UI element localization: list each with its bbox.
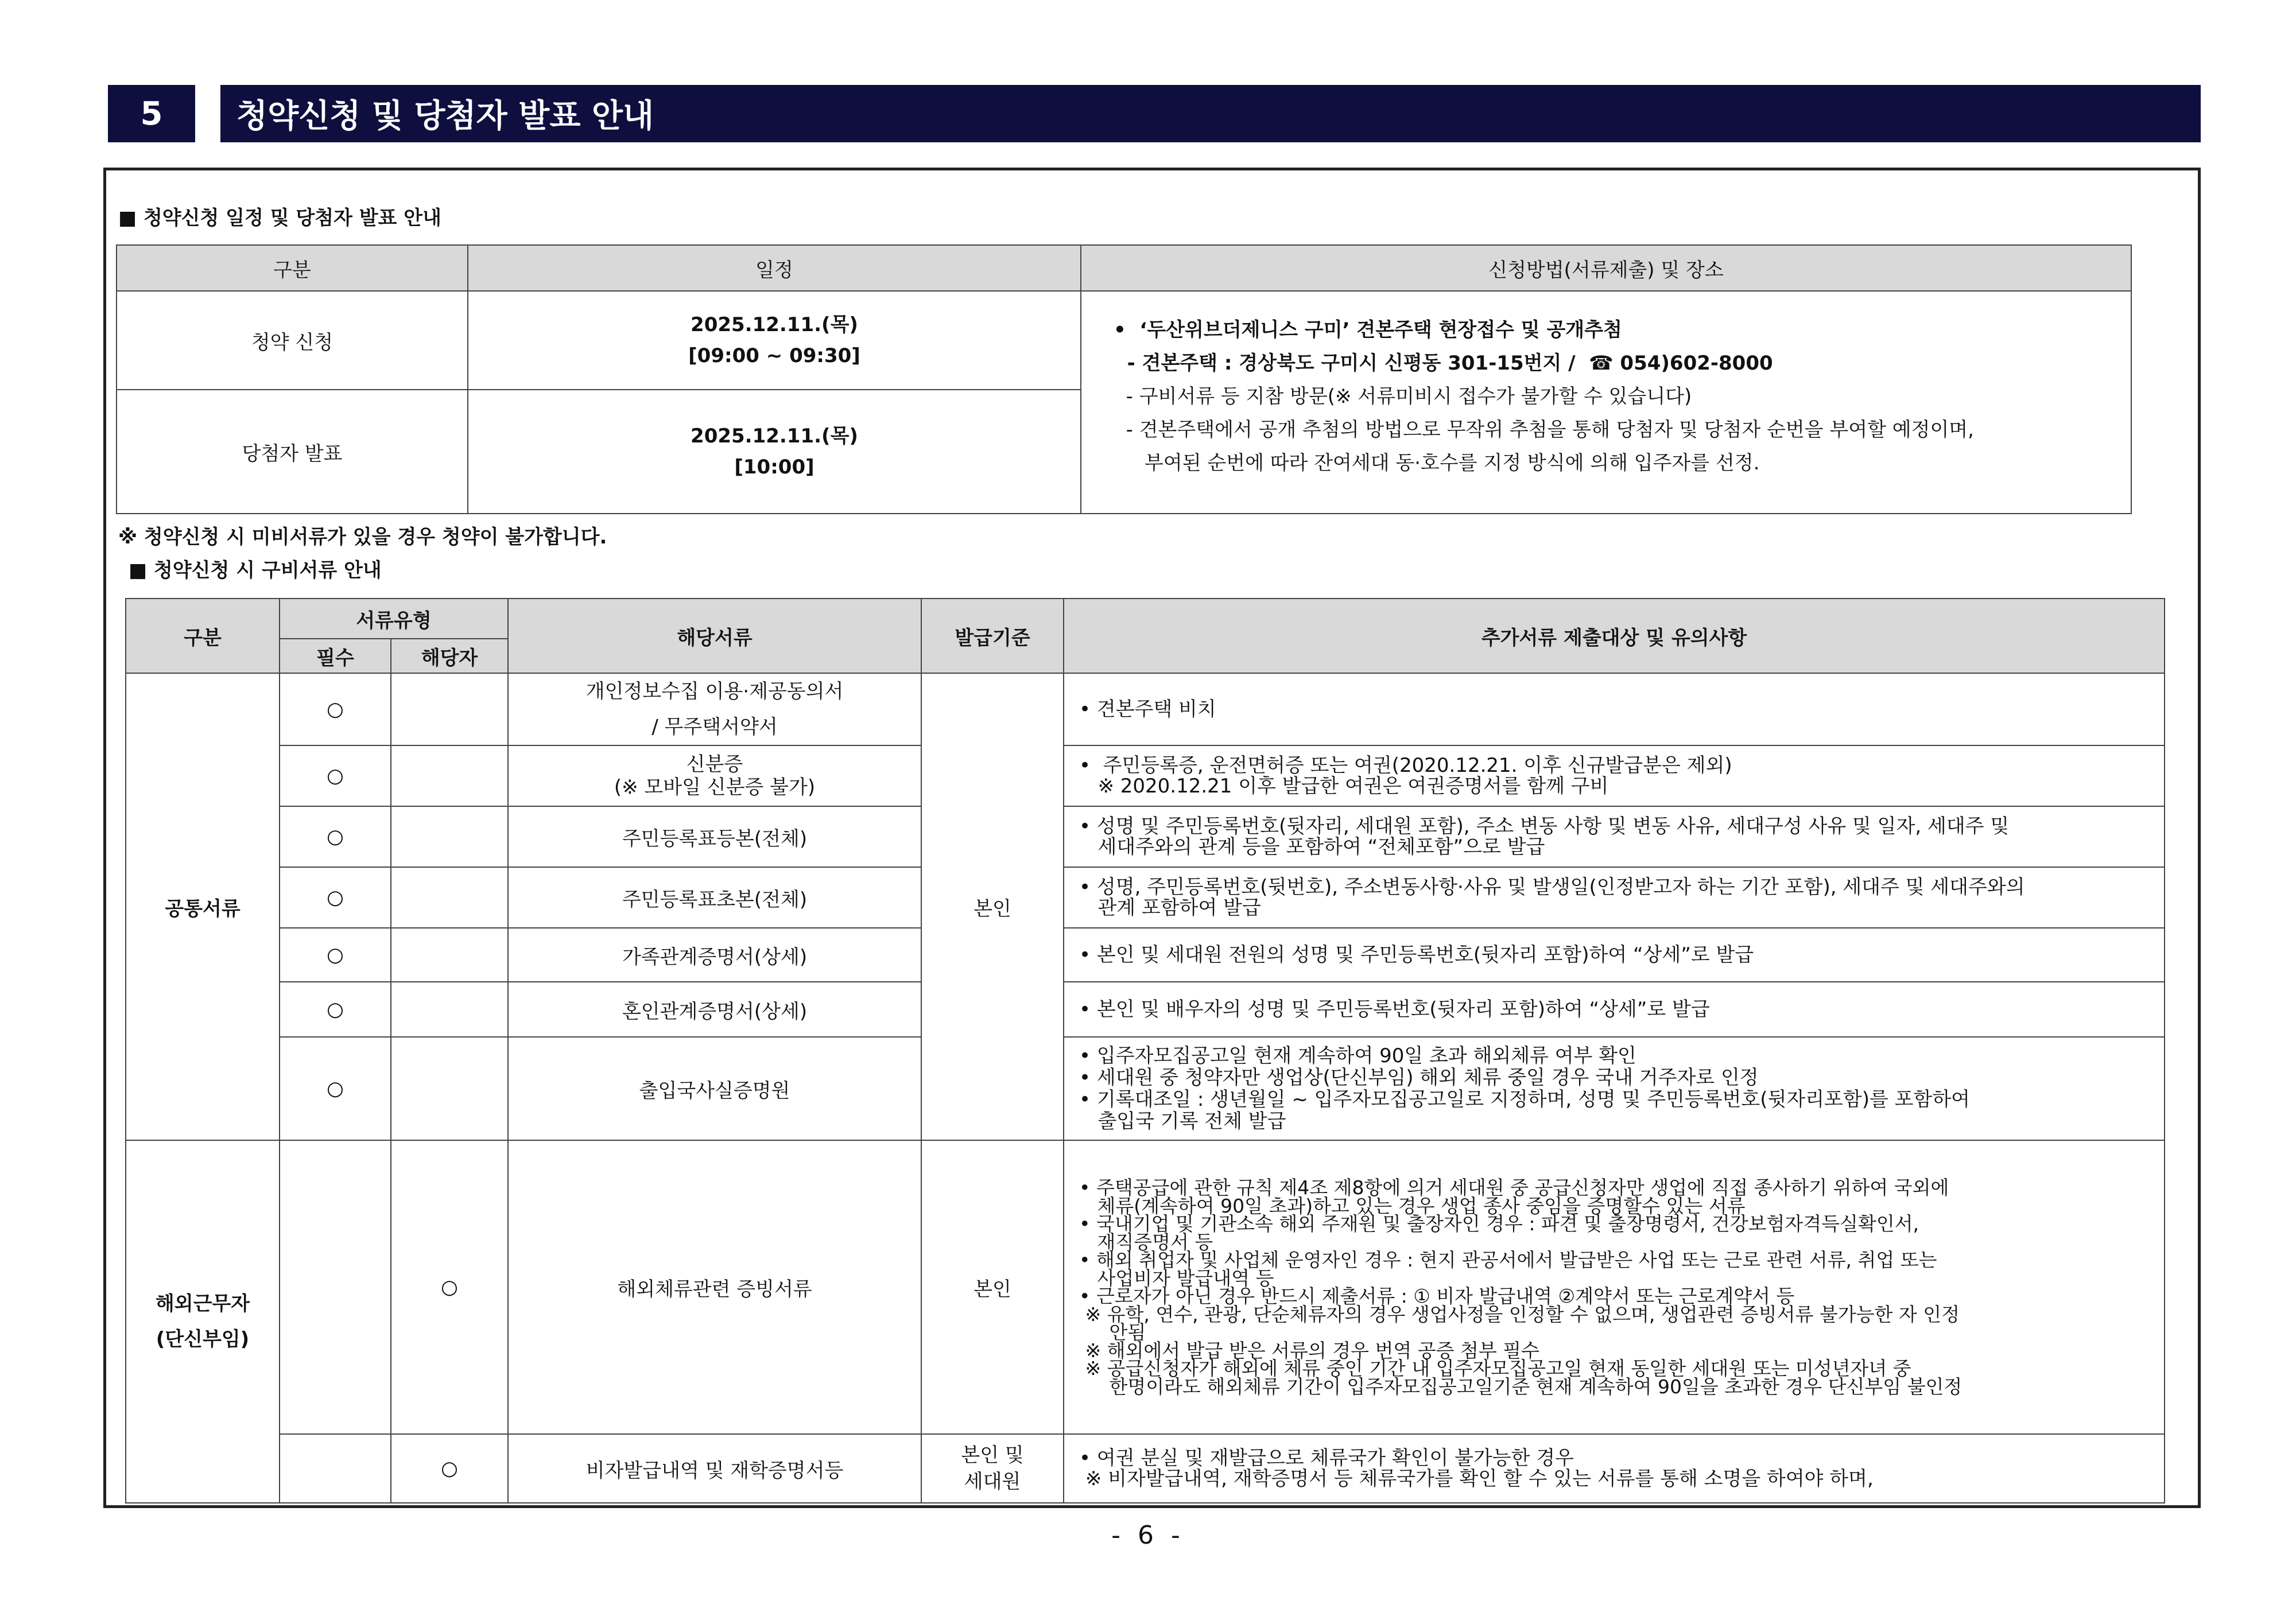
group-overseas-line: 해외근무자	[155, 1292, 250, 1315]
applicable-mark: ○	[391, 1434, 508, 1503]
document-name: 비자발급내역 및 재학증명서등	[508, 1434, 921, 1503]
issuer-line: 본인 및	[961, 1444, 1024, 1467]
required-mark: ○	[280, 745, 391, 806]
document-name: 혼인관계증명서(상세)	[508, 982, 921, 1037]
required-mark: ○	[280, 806, 391, 867]
table-row	[126, 867, 2165, 928]
group-common: 공통서류	[126, 673, 280, 1140]
header-method: 신청방법(서류제출) 및 장소	[1081, 245, 2131, 291]
required-mark: ○	[280, 867, 391, 928]
row-announce-label: 당첨자 발표	[117, 390, 468, 514]
table-row	[126, 928, 2165, 982]
document-line: / 무주택서약서	[651, 716, 778, 739]
document-name	[508, 745, 921, 806]
method-line: 부여된 순번에 따라 잔여세대 동·호수를 지정 방식에 의해 입주자를 선정.	[1114, 452, 1760, 475]
documents-table	[125, 598, 2165, 1503]
required-mark: ○	[280, 1037, 391, 1140]
header-doc-type: 서류유형	[280, 599, 508, 639]
table-row	[126, 1037, 2165, 1140]
row-apply-label: 청약 신청	[117, 291, 468, 390]
section2-title: ■ 청약신청 시 구비서류 안내	[129, 559, 382, 582]
header-schedule: 일정	[468, 245, 1081, 291]
announce-date: 2025.12.11.(목)	[691, 425, 858, 448]
header-required: 필수	[280, 639, 391, 673]
notes: • 주민등록증, 운전면허증 또는 여권(2020.12.21. 이후 신규발급분은 제외) ※ 2020.12.21 이후 발급한 여권은 여권증명서를 함께 구비	[1064, 745, 2165, 806]
table-row	[126, 745, 2165, 806]
schedule-table	[116, 244, 2132, 514]
document-line: 개인정보수집 이용·제공동의서	[585, 680, 844, 703]
section-number: 5	[108, 85, 195, 142]
document-name: 주민등록표초본(전체)	[508, 867, 921, 928]
applicable-mark: ○	[391, 1140, 508, 1434]
document-name: 출입국사실증명원	[508, 1037, 921, 1140]
document-name	[508, 673, 921, 745]
issuer: 본인	[921, 1140, 1064, 1434]
header-issuer: 발급기준	[921, 599, 1064, 673]
required-mark: ○	[280, 982, 391, 1037]
notes: • 여권 분실 및 재발급으로 체류국가 확인이 불가능한 경우 ※ 비자발급내역, 재학증명서 등 체류국가를 확인 할 수 있는 서류를 통해 소명을 하여야 하며,	[1064, 1434, 2165, 1503]
document-name: 주민등록표등본(전체)	[508, 806, 921, 867]
row-announce-date	[468, 390, 1081, 514]
issuer-line: 세대원	[964, 1470, 1021, 1493]
notes: • 주택공급에 관한 규칙 제4조 제8항에 의거 세대원 중 공급신청자만 생업에 직접 종사하기 위하여 국외에 체류(계속하여 90일 초과)하고 있는 경우 생업 종사 중임을 증명할수 있는 서류 • 국내기업 및 기관소속 해외 주재원 및 출장자인 경우 : 파견 및 출장명령서, 건강보험자격득실확인서, 재직증명서 등 • 해외 취업자 및 사업체 운영자인 경우 : 현지 관공서에서 발급받은 사업 또는 근로 관련 서류, 취업 또는 사업비자 발급내역 등 • 근로자가 아닌 경우 반드시 제출서류 : ① 비자 발급내역 ②계약서 또는 근로계약서 등 ※ 유학, 연수, 관광, 단순체류자의 경우 생업사정을 인정할 수 없으며, 생업관련 증빙서류 불가능한 자 인정 안됨 ※ 해외에서 발급 받은 서류의 경우 번역 공증 첨부 필수 ※ 공급신청자가 해외에 체류 중인 기간 내 입주자모집공고일 현재 동일한 세대원 또는 미성년자녀 중 한명이라도 해외체류 기간이 입주자모집공고일기준 현재 계속하여 90일을 초과한 경우 단신부임 불인정	[1064, 1140, 2165, 1434]
apply-date: 2025.12.11.(목)	[691, 313, 858, 336]
method-cell	[1081, 291, 2131, 514]
notes: • 견본주택 비치	[1064, 673, 2165, 745]
document-name: 해외체류관련 증빙서류	[508, 1140, 921, 1434]
method-line: • ‘두산위브더제니스 구미’ 견본주택 현장접수 및 공개추첨	[1114, 318, 1622, 341]
section-title: 청약신청 및 당첨자 발표 안내	[220, 85, 2201, 142]
document-line: (※ 모바일 신분증 불가)	[614, 776, 816, 799]
method-line: - 견본주택 : 경상북도 구미시 신평동 301-15번지 / ☎ 054)602-8000	[1114, 352, 1773, 375]
method-line: - 구비서류 등 지참 방문(※ 서류미비시 접수가 불가할 수 있습니다)	[1114, 385, 1692, 408]
header-applicable: 해당자	[391, 639, 508, 673]
document-name: 가족관계증명서(상세)	[508, 928, 921, 982]
apply-time: [09:00 ~ 09:30]	[688, 344, 860, 367]
header-document: 해당서류	[508, 599, 921, 673]
header-category: 구분	[117, 245, 468, 291]
notes: • 성명 및 주민등록번호(뒷자리, 세대원 포함), 주소 변동 사항 및 변동 사유, 세대구성 사유 및 일자, 세대주 및 세대주와의 관계 등을 포함하여 “전체포함”으로 발급	[1064, 806, 2165, 867]
row-apply-date	[468, 291, 1081, 390]
page-number: - 6 -	[1111, 1521, 1185, 1550]
notes: • 성명, 주민등록번호(뒷번호), 주소변동사항·사유 및 발생일(인정받고자 하는 기간 포함), 세대주 및 세대주와의 관계 포함하여 발급	[1064, 867, 2165, 928]
notes: • 본인 및 세대원 전원의 성명 및 주민등록번호(뒷자리 포함)하여 “상세”로 발급	[1064, 928, 2165, 982]
table-row	[126, 673, 2165, 745]
group-overseas-line: (단신부임)	[156, 1328, 250, 1351]
document-line: 신분증	[686, 753, 743, 776]
group-overseas	[126, 1140, 280, 1503]
table-row	[126, 806, 2165, 867]
method-line: - 견본주택에서 공개 추첨의 방법으로 무작위 추첨을 통해 당첨자 및 당첨자 순번을 부여할 예정이며,	[1114, 418, 1974, 441]
notes: • 본인 및 배우자의 성명 및 주민등록번호(뒷자리 포함)하여 “상세”로 발급	[1064, 982, 2165, 1037]
issuer	[921, 1434, 1064, 1503]
issuer-common: 본인	[921, 673, 1064, 1140]
table-row	[126, 982, 2165, 1037]
table-row	[126, 1140, 2165, 1434]
section1-title: ■ 청약신청 일정 및 당첨자 발표 안내	[118, 207, 441, 230]
announce-time: [10:00]	[734, 456, 815, 479]
required-mark: ○	[280, 673, 391, 745]
notes: • 입주자모집공고일 현재 계속하여 90일 초과 해외체류 여부 확인 • 세대원 중 청약자만 생업상(단신부임) 해외 체류 중일 경우 국내 거주자로 인정 • 기록대조일 : 생년월일 ~ 입주자모집공고일로 지정하며, 성명 및 주민등록번호(뒷자리포함)를 포함하여 출입국 기록 전체 발급	[1064, 1037, 2165, 1140]
header-notes: 추가서류 제출대상 및 유의사항	[1064, 599, 2165, 673]
notice: ※ 청약신청 시 미비서류가 있을 경우 청약이 불가합니다.	[118, 526, 607, 549]
required-mark: ○	[280, 928, 391, 982]
header-category: 구분	[126, 599, 280, 673]
table-row	[126, 1434, 2165, 1503]
